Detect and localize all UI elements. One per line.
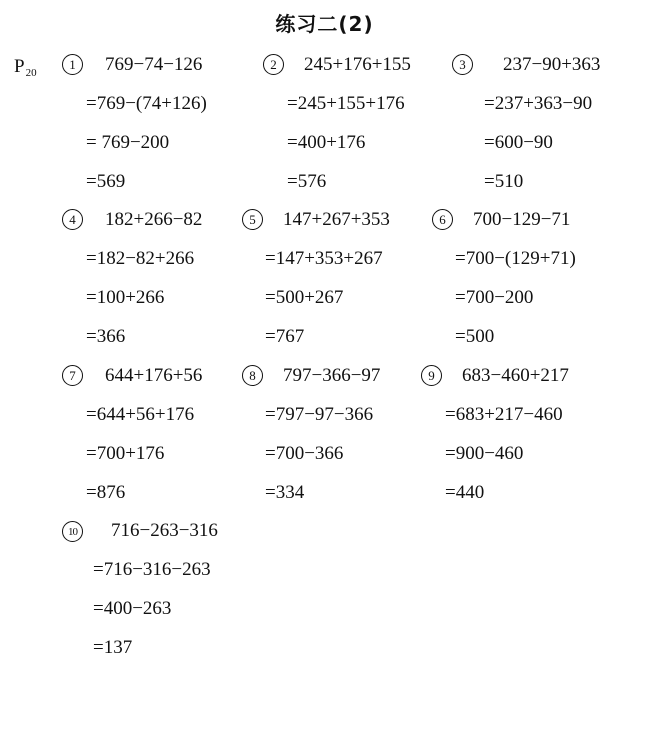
step-3: =576 (287, 171, 327, 192)
problem-number: 8 (242, 365, 263, 386)
step-2: =900−460 (445, 443, 524, 464)
step-1: =700−(129+71) (455, 248, 576, 269)
step-3: =366 (86, 326, 126, 347)
step-2: =700+176 (86, 443, 165, 464)
step-1: =797−97−366 (265, 404, 374, 425)
problem-number: 4 (62, 209, 83, 230)
problem-number: 10 (62, 521, 83, 542)
step-2: =100+266 (86, 287, 165, 308)
step-3: =500 (455, 326, 495, 347)
problem-expression: 644+176+56 (105, 365, 203, 386)
problem-expression: 797−366−97 (283, 365, 381, 386)
problem-expression: 716−263−316 (111, 520, 218, 541)
step-3: =334 (265, 482, 305, 503)
step-1: =716−316−263 (93, 559, 211, 580)
step-2: =500+267 (265, 287, 344, 308)
problem-number: 9 (421, 365, 442, 386)
problem-expression: 245+176+155 (304, 54, 411, 75)
step-2: =700−200 (455, 287, 534, 308)
problem-expression: 182+266−82 (105, 209, 203, 230)
step-1: =683+217−460 (445, 404, 563, 425)
step-3: =876 (86, 482, 126, 503)
page-letter: P (14, 56, 25, 77)
problem-number: 1 (62, 54, 83, 75)
step-1: =147+353+267 (265, 248, 383, 269)
step-1: =245+155+176 (287, 93, 405, 114)
problem-expression: 700−129−71 (473, 209, 571, 230)
problem-number: 2 (263, 54, 284, 75)
step-2: =400−263 (93, 598, 172, 619)
problem-number: 7 (62, 365, 83, 386)
step-1: =182−82+266 (86, 248, 195, 269)
step-1: =769−(74+126) (86, 93, 207, 114)
step-3: =440 (445, 482, 485, 503)
problem-number: 5 (242, 209, 263, 230)
step-3: =510 (484, 171, 524, 192)
problem-expression: 683−460+217 (462, 365, 569, 386)
problem-expression: 769−74−126 (105, 54, 203, 75)
page-title: 练习二(2) (275, 12, 374, 36)
step-3: =767 (265, 326, 305, 347)
page-reference (14, 56, 37, 79)
step-2: = 769−200 (86, 132, 170, 153)
step-2: =400+176 (287, 132, 366, 153)
step-1: =644+56+176 (86, 404, 195, 425)
problem-number: 6 (432, 209, 453, 230)
step-3: =137 (93, 637, 133, 658)
step-2: =600−90 (484, 132, 553, 153)
problem-number: 3 (452, 54, 473, 75)
step-1: =237+363−90 (484, 93, 593, 114)
problem-expression: 237−90+363 (503, 54, 601, 75)
step-3: =569 (86, 171, 126, 192)
page-number: 20 (25, 67, 37, 79)
problem-expression: 147+267+353 (283, 209, 390, 230)
step-2: =700−366 (265, 443, 344, 464)
